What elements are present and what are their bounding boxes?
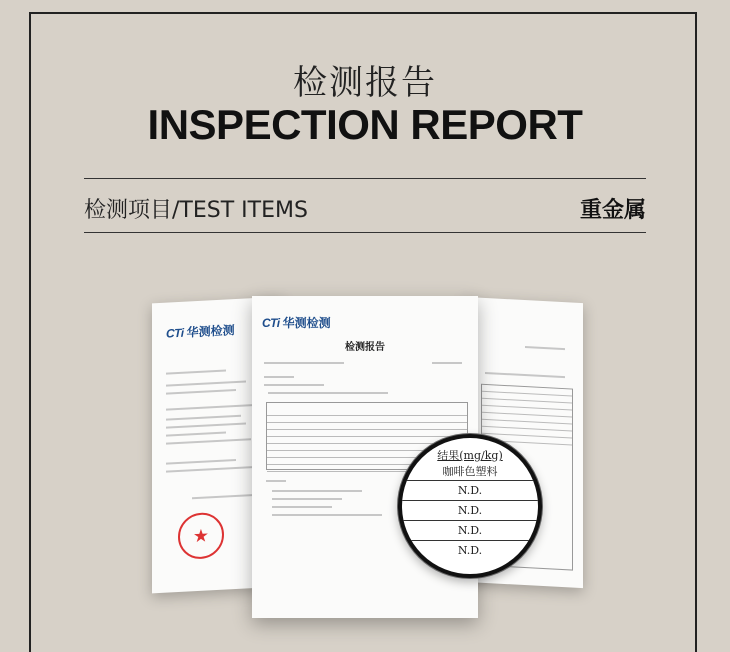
magnified-value: N.D. (457, 524, 483, 537)
report-title: 检测报告 (345, 342, 385, 353)
magnified-header: 结果(mg/kg) (437, 449, 503, 462)
magnifier-lens (398, 434, 542, 578)
text-line (166, 422, 246, 428)
text-line (264, 376, 294, 378)
text-line (268, 392, 388, 394)
magnified-divider (402, 520, 538, 521)
logo-cn-text: 华测检测 (282, 316, 331, 330)
text-line (166, 389, 236, 395)
divider-bottom (84, 232, 646, 233)
test-items-value: 重金属 (579, 198, 646, 223)
magnified-material: 咖啡色塑料 (442, 465, 498, 478)
logo-cti-text: CTi (262, 315, 280, 330)
text-line (166, 404, 256, 411)
table-row (267, 416, 467, 423)
cti-logo (262, 314, 331, 331)
magnified-value: N.D. (457, 484, 483, 497)
page-title-english: INSPECTION REPORT (147, 101, 583, 148)
table-row (267, 423, 467, 430)
text-line (166, 415, 241, 421)
text-line (272, 514, 382, 516)
text-line (166, 370, 226, 375)
page-title-chinese: 检测报告 (293, 63, 437, 103)
text-line (264, 362, 344, 364)
cti-logo (166, 321, 235, 342)
text-line (166, 380, 246, 386)
official-seal-stamp: ★ (178, 512, 224, 560)
text-line (166, 438, 251, 444)
text-line (166, 432, 226, 437)
signature-line (192, 494, 252, 499)
magnified-divider (402, 500, 538, 501)
table-row (267, 403, 467, 416)
magnified-divider (402, 540, 538, 541)
divider-top (84, 178, 646, 179)
magnified-divider (402, 480, 538, 481)
magnified-value: N.D. (457, 544, 483, 557)
text-line (432, 362, 462, 364)
magnified-value: N.D. (457, 504, 483, 517)
text-line (485, 372, 565, 378)
text-line (272, 506, 332, 508)
text-line (166, 466, 256, 473)
text-line (264, 384, 324, 386)
text-line (272, 490, 362, 492)
text-line (525, 346, 565, 350)
text-line (266, 480, 286, 482)
logo-cn-text: 华测检测 (186, 323, 235, 340)
text-line (166, 459, 236, 465)
test-items-label: 检测项目/TEST ITEMS (84, 198, 308, 223)
text-line (272, 498, 342, 500)
table-row (267, 430, 467, 437)
logo-cti-text: CTi (166, 325, 184, 341)
